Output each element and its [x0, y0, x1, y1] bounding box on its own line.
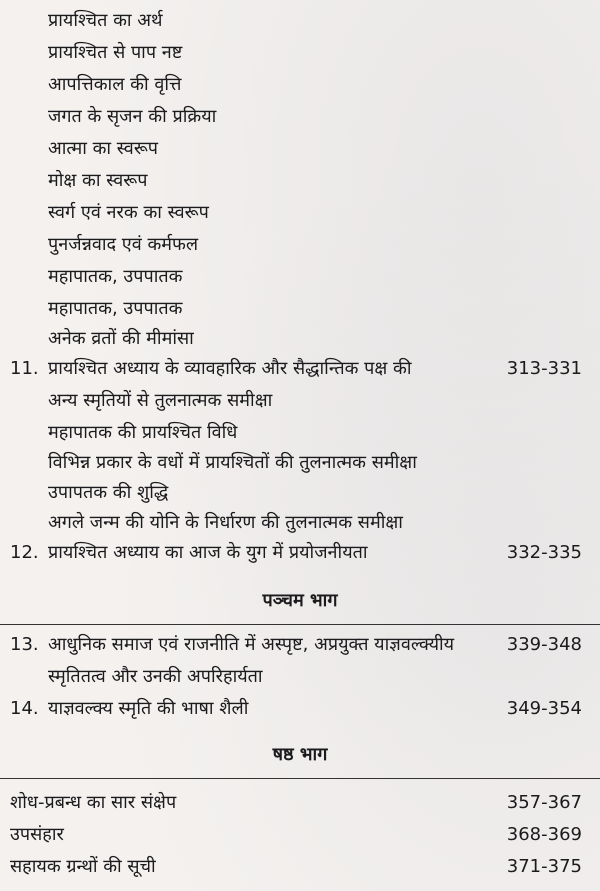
chapter-13-entry: [10, 632, 454, 658]
topic-item: महापातक, उपपातक: [48, 266, 183, 287]
chapter-number: 12.: [10, 542, 39, 563]
chapter-number: 13.: [10, 634, 39, 655]
topic-item: स्वर्ग एवं नरक का स्वरूप: [48, 202, 209, 223]
chapter-11-pages: 313-331: [506, 358, 582, 379]
subtopic-item: उपापतक की शुद्धि: [48, 482, 169, 503]
subtopic-item: विभिन्न प्रकार के वधों में प्रायश्चितों की तुलनात्मक समीक्षा: [48, 452, 417, 473]
chapter-14-pages: 349-354: [506, 698, 582, 719]
end-item: सहायक ग्रन्थों की सूची: [10, 856, 156, 877]
end-item-pages: 357-367: [506, 792, 582, 813]
topic-item: आपत्तिकाल की वृत्ति: [48, 74, 182, 95]
topic-item: पुनर्जन्नवाद एवं कर्मफल: [48, 234, 199, 255]
end-item: शोध-प्रबन्ध का सार संक्षेप: [10, 792, 177, 813]
chapter-title: आधुनिक समाज एवं राजनीति में अस्पृष्ट, अप्रयुक्त याज्ञवल्क्यीय: [48, 634, 455, 655]
end-item: उपसंहार: [10, 824, 64, 845]
chapter-number: 11.: [10, 358, 39, 379]
chapter-12-pages: 332-335: [506, 542, 582, 563]
divider: [0, 624, 600, 625]
topic-item: प्रायश्चित से पाप नष्ट: [48, 42, 183, 63]
chapter-13-pages: 339-348: [506, 634, 582, 655]
chapter-title: प्रायश्चित अध्याय का आज के युग में प्रयोजनीयता: [48, 542, 368, 563]
topic-item: महापातक, उपपातक: [48, 298, 183, 319]
subtopic-item: अगले जन्म की योनि के निर्धारण की तुलनात्मक समीक्षा: [48, 512, 403, 533]
chapter-number: 14.: [10, 698, 39, 719]
topic-item: अनेक व्रतों की मीमांसा: [48, 328, 194, 349]
topic-item: मोक्ष का स्वरूप: [48, 170, 148, 191]
divider: [0, 778, 600, 779]
chapter-11-entry: [10, 356, 412, 382]
subtopic-item: स्मृतितत्व और उनकी अपरिहार्यता: [48, 666, 263, 687]
part-6-heading: षष्ठ भाग: [272, 744, 328, 765]
chapter-14-entry: [10, 696, 248, 722]
topic-item: आत्मा का स्वरूप: [48, 138, 159, 159]
chapter-12-entry: [10, 540, 368, 566]
end-item-pages: 371-375: [506, 856, 582, 877]
topic-item: प्रायश्चित का अर्थ: [48, 10, 163, 31]
subtopic-item: महापातक की प्रायश्चित विधि: [48, 422, 238, 443]
end-item-pages: 368-369: [506, 824, 582, 845]
topic-item: जगत के सृजन की प्रक्रिया: [48, 106, 217, 127]
chapter-title: याज्ञवल्क्य स्मृति की भाषा शैली: [48, 698, 249, 719]
subtopic-item: अन्य स्मृतियों से तुलनात्मक समीक्षा: [48, 390, 273, 411]
chapter-title: प्रायश्चित अध्याय के व्यावहारिक और सैद्धान्तिक पक्ष की: [48, 358, 412, 379]
part-5-heading: पञ्चम भाग: [262, 590, 338, 611]
